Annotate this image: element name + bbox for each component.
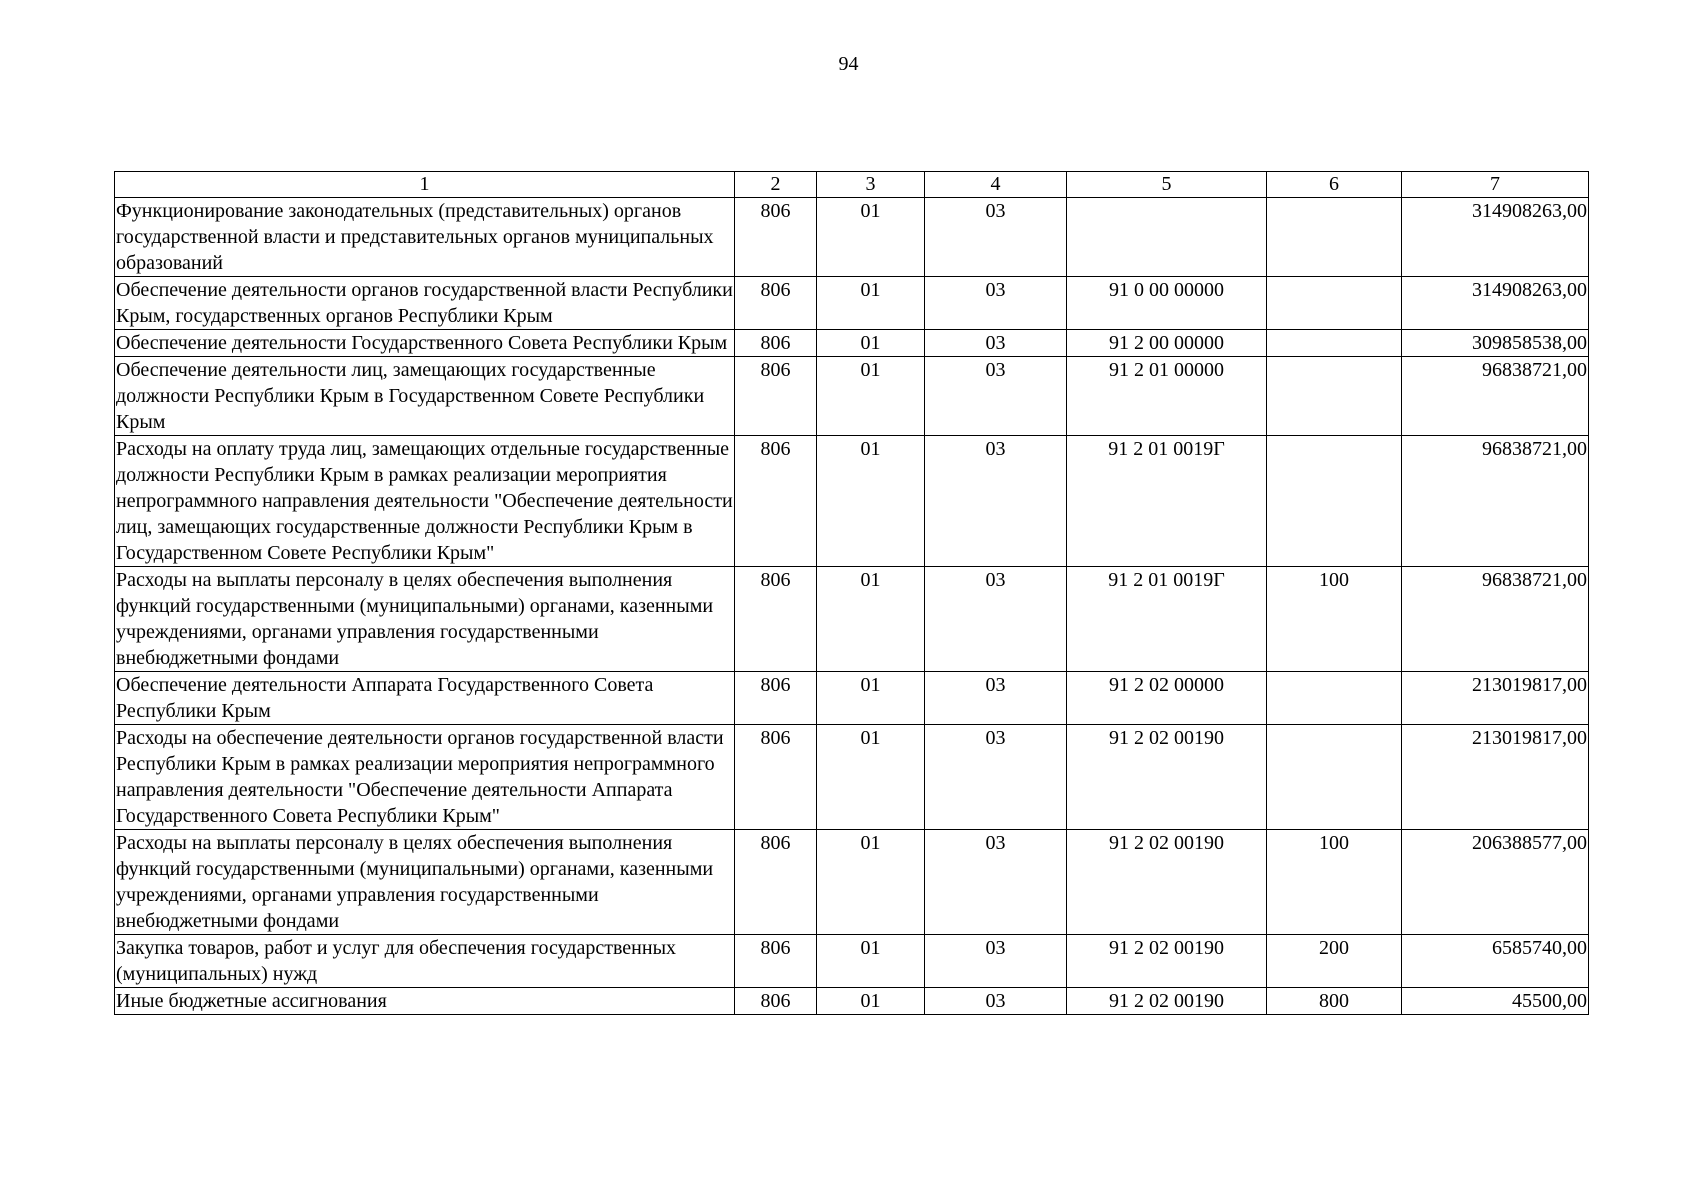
department-code-cell: 806 xyxy=(735,988,817,1015)
amount-cell: 45500,00 xyxy=(1402,988,1589,1015)
expense-name-cell: Обеспечение деятельности органов государственной власти Республики Крым, государственных органов Республики Крым xyxy=(115,277,735,330)
target-article-cell: 91 2 02 00190 xyxy=(1067,830,1267,935)
column-header: 1 xyxy=(115,172,735,198)
amount-cell: 206388577,00 xyxy=(1402,830,1589,935)
amount-cell: 314908263,00 xyxy=(1402,277,1589,330)
subsection-code-cell: 03 xyxy=(925,830,1067,935)
section-code-cell: 01 xyxy=(817,277,925,330)
expense-type-cell xyxy=(1267,672,1402,725)
target-article-cell: 91 2 02 00190 xyxy=(1067,935,1267,988)
subsection-code-cell: 03 xyxy=(925,436,1067,567)
expense-name-cell: Расходы на выплаты персоналу в целях обеспечения выполнения функций государственными (муниципальными) органами, казенными учреждениями, органами управления государственными внебюджетными фондами xyxy=(115,830,735,935)
subsection-code-cell: 03 xyxy=(925,672,1067,725)
expense-name-cell: Закупка товаров, работ и услуг для обеспечения государственных (муниципальных) нужд xyxy=(115,935,735,988)
expense-type-cell xyxy=(1267,725,1402,830)
department-code-cell: 806 xyxy=(735,198,817,277)
target-article-cell: 91 2 02 00000 xyxy=(1067,672,1267,725)
table-row xyxy=(115,357,1589,436)
subsection-code-cell: 03 xyxy=(925,277,1067,330)
department-code-cell: 806 xyxy=(735,725,817,830)
department-code-cell: 806 xyxy=(735,330,817,357)
expense-name-cell: Расходы на обеспечение деятельности органов государственной власти Республики Крым в рамках реализации мероприятия непрограммного направления деятельности "Обеспечение деятельности Аппарата Государственного Совета Республики Крым" xyxy=(115,725,735,830)
table-row xyxy=(115,277,1589,330)
department-code-cell: 806 xyxy=(735,935,817,988)
amount-cell: 213019817,00 xyxy=(1402,672,1589,725)
column-header: 5 xyxy=(1067,172,1267,198)
subsection-code-cell: 03 xyxy=(925,198,1067,277)
subsection-code-cell: 03 xyxy=(925,725,1067,830)
table-row xyxy=(115,567,1589,672)
target-article-cell xyxy=(1067,198,1267,277)
column-header: 7 xyxy=(1402,172,1589,198)
column-header: 2 xyxy=(735,172,817,198)
expense-type-cell: 800 xyxy=(1267,988,1402,1015)
target-article-cell: 91 2 01 0019Г xyxy=(1067,567,1267,672)
table-row xyxy=(115,725,1589,830)
target-article-cell: 91 2 01 00000 xyxy=(1067,357,1267,436)
expense-name-cell: Обеспечение деятельности Аппарата Государственного Совета Республики Крым xyxy=(115,672,735,725)
expense-type-cell xyxy=(1267,198,1402,277)
table-row xyxy=(115,198,1589,277)
expense-type-cell: 200 xyxy=(1267,935,1402,988)
target-article-cell: 91 2 00 00000 xyxy=(1067,330,1267,357)
section-code-cell: 01 xyxy=(817,436,925,567)
page-number: 94 xyxy=(838,53,859,75)
amount-cell: 96838721,00 xyxy=(1402,436,1589,567)
subsection-code-cell: 03 xyxy=(925,357,1067,436)
budget-table xyxy=(114,171,1589,1015)
column-header: 6 xyxy=(1267,172,1402,198)
section-code-cell: 01 xyxy=(817,725,925,830)
section-code-cell: 01 xyxy=(817,935,925,988)
table-row xyxy=(115,988,1589,1015)
target-article-cell: 91 0 00 00000 xyxy=(1067,277,1267,330)
section-code-cell: 01 xyxy=(817,672,925,725)
table-row xyxy=(115,436,1589,567)
expense-type-cell xyxy=(1267,277,1402,330)
subsection-code-cell: 03 xyxy=(925,330,1067,357)
subsection-code-cell: 03 xyxy=(925,567,1067,672)
expense-type-cell: 100 xyxy=(1267,830,1402,935)
table-row xyxy=(115,672,1589,725)
department-code-cell: 806 xyxy=(735,672,817,725)
section-code-cell: 01 xyxy=(817,988,925,1015)
amount-cell: 96838721,00 xyxy=(1402,357,1589,436)
target-article-cell: 91 2 02 00190 xyxy=(1067,725,1267,830)
expense-name-cell: Обеспечение деятельности лиц, замещающих государственные должности Республики Крым в Государственном Совете Республики Крым xyxy=(115,357,735,436)
department-code-cell: 806 xyxy=(735,357,817,436)
section-code-cell: 01 xyxy=(817,567,925,672)
department-code-cell: 806 xyxy=(735,436,817,567)
expense-name-cell: Обеспечение деятельности Государственного Совета Республики Крым xyxy=(115,330,735,357)
amount-cell: 213019817,00 xyxy=(1402,725,1589,830)
section-code-cell: 01 xyxy=(817,357,925,436)
amount-cell: 309858538,00 xyxy=(1402,330,1589,357)
expense-type-cell xyxy=(1267,357,1402,436)
column-header: 3 xyxy=(817,172,925,198)
target-article-cell: 91 2 01 0019Г xyxy=(1067,436,1267,567)
expense-name-cell: Иные бюджетные ассигнования xyxy=(115,988,735,1015)
expense-type-cell xyxy=(1267,330,1402,357)
expense-name-cell: Расходы на оплату труда лиц, замещающих отдельные государственные должности Республики Крым в рамках реализации мероприятия непрограммного направления деятельности "Обеспечение деятельности лиц, замещающих государственные должности Республики Крым в Государственном Совете Республики Крым" xyxy=(115,436,735,567)
table-row xyxy=(115,330,1589,357)
subsection-code-cell: 03 xyxy=(925,988,1067,1015)
header-row xyxy=(115,172,1589,198)
section-code-cell: 01 xyxy=(817,330,925,357)
table-body xyxy=(115,198,1589,1015)
subsection-code-cell: 03 xyxy=(925,935,1067,988)
expense-name-cell: Расходы на выплаты персоналу в целях обеспечения выполнения функций государственными (муниципальными) органами, казенными учреждениями, органами управления государственными внебюджетными фондами xyxy=(115,567,735,672)
department-code-cell: 806 xyxy=(735,830,817,935)
expense-name-cell: Функционирование законодательных (представительных) органов государственной власти и представительных органов муниципальных образований xyxy=(115,198,735,277)
expense-type-cell xyxy=(1267,436,1402,567)
column-header: 4 xyxy=(925,172,1067,198)
target-article-cell: 91 2 02 00190 xyxy=(1067,988,1267,1015)
expense-type-cell: 100 xyxy=(1267,567,1402,672)
section-code-cell: 01 xyxy=(817,830,925,935)
department-code-cell: 806 xyxy=(735,567,817,672)
amount-cell: 314908263,00 xyxy=(1402,198,1589,277)
department-code-cell: 806 xyxy=(735,277,817,330)
amount-cell: 96838721,00 xyxy=(1402,567,1589,672)
amount-cell: 6585740,00 xyxy=(1402,935,1589,988)
table-row xyxy=(115,935,1589,988)
section-code-cell: 01 xyxy=(817,198,925,277)
table-row xyxy=(115,830,1589,935)
